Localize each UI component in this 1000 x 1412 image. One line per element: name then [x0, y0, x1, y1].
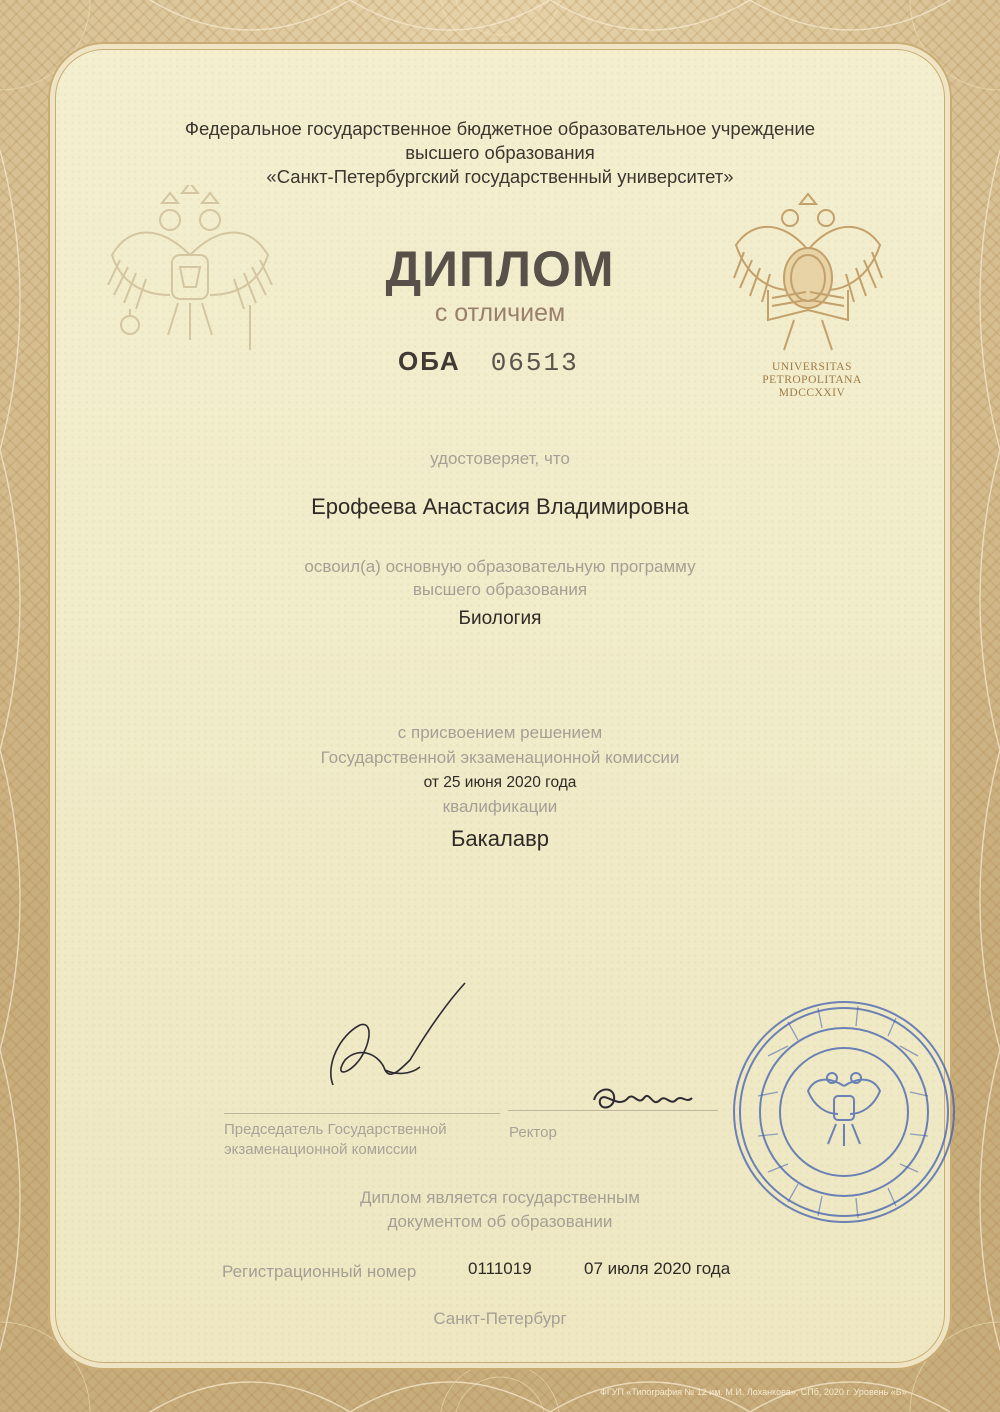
diploma-number: 06513 — [490, 348, 579, 378]
program-line-2: высшего образования — [412, 580, 588, 599]
award-date: от 25 июня 2020 года — [423, 774, 577, 791]
certifies-text: удостоверяет, что — [430, 449, 570, 468]
award-line-3: квалификации — [442, 797, 558, 816]
emblem-motto-line-1: UNIVERSITAS — [772, 361, 852, 373]
recipient-name: Ерофеева Анастасия Владимировна — [311, 494, 689, 519]
rector-signature-line — [508, 1110, 718, 1111]
diploma-serial — [398, 346, 579, 378]
registration-number: 0111019 — [468, 1259, 532, 1278]
chair-signature-line — [224, 1113, 500, 1114]
institution-line-2: высшего образования — [405, 142, 595, 163]
chair-caption-line-1: Председатель Государственной — [224, 1121, 447, 1138]
institution-line-1: Федеральное государственное бюджетное образовательное учреждение — [184, 118, 816, 139]
chair-caption-line-2: экзаменационной комиссии — [224, 1141, 418, 1158]
award-line-1: с присвоением решением — [397, 723, 603, 742]
chair-signature — [315, 975, 475, 1095]
registration-date: 07 июля 2020 года — [584, 1259, 731, 1278]
rector-signature — [588, 1080, 698, 1120]
printer-note: ФГУП «Типография № 12 им. М.И. Лоханкова», СПб, 2020 г. Уровень «Б» — [600, 1387, 907, 1397]
program-field: Биология — [458, 608, 542, 629]
diploma-series: ОБА — [398, 346, 461, 376]
statement-line-1: Диплом является государственным — [360, 1188, 640, 1207]
award-line-2: Государственной экзаменационной комиссии — [320, 748, 680, 767]
emblem-motto-line-3: MDCCXXIV — [778, 387, 846, 399]
qualification: Бакалавр — [450, 826, 549, 851]
program-line-1: освоил(а) основную образовательную программу — [304, 557, 696, 576]
issue-city: Санкт-Петербург — [433, 1309, 567, 1328]
diploma-title: ДИПЛОМ — [385, 241, 615, 297]
emblem-motto-line-2: PETROPOLITANA — [762, 374, 862, 386]
honors-subtitle: с отличием — [434, 299, 566, 327]
institution-line-3: «Санкт-Петербургский государственный университет» — [266, 166, 734, 187]
registration-label: Регистрационный номер — [222, 1262, 417, 1281]
chair-caption — [224, 1120, 447, 1160]
statement-line-2: документом об образовании — [387, 1212, 613, 1231]
university-emblem-motto — [738, 361, 886, 400]
rector-caption: Ректор — [509, 1124, 557, 1141]
